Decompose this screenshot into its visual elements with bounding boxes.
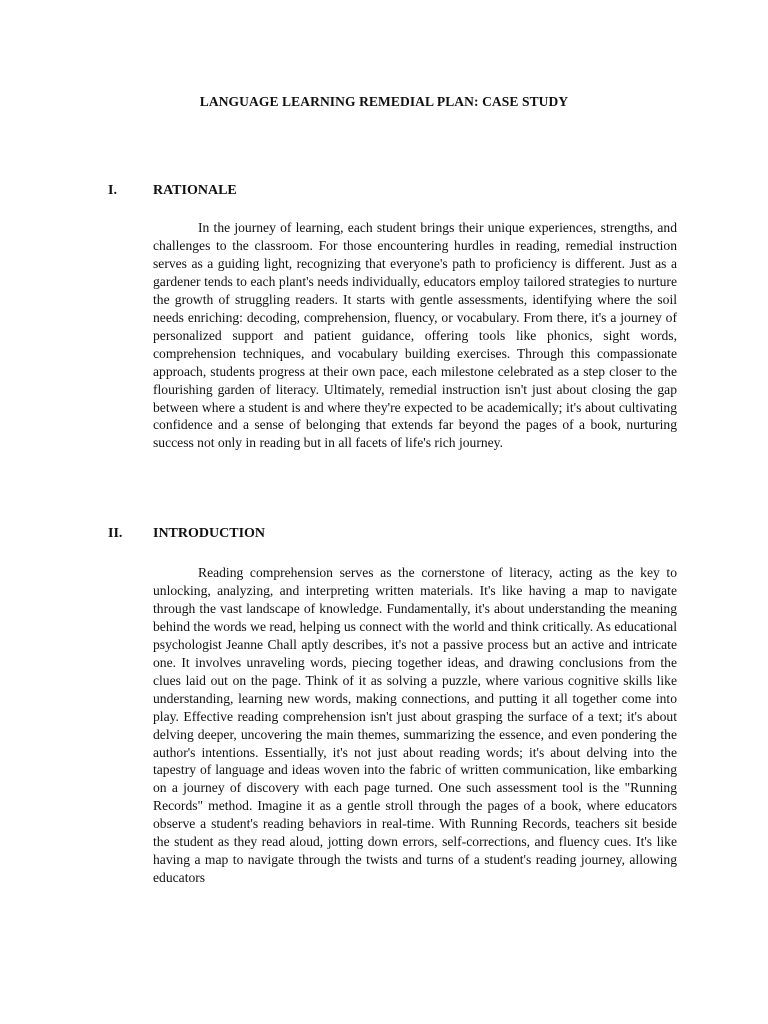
section-title: INTRODUCTION bbox=[153, 526, 266, 541]
introduction-paragraph: Reading comprehension serves as the cornerstone of literacy, acting as the key to unlocking, analyzing, and interpreting written materials. It's like having a map to navigate through the vast landscape of knowledge. Fundamentally, it's about understanding the meaning behind the words we read, helping us connect with the world and think critically. As educational psychologist Jeanne Chall aptly describes, it's not a passive process but an active and intricate one. It involves unraveling words, piecing together ideas, and drawing conclusions from the clues laid out on the page. Think of it as solving a puzzle, where various cognitive skills like understanding, learning new words, making connections, and putting it all together come into play. Effective reading comprehension isn't just about grasping the surface of a text; it's about delving deeper, uncovering the main themes, summarizing the essence, and even pondering the author's intentions. Essentially, it's not just about reading words; it's about delving into the tapestry of language and ideas woven into the fabric of written communication, like embarking on a journey of discovery with each page turned. One such assessment tool is the "Running Records" method. Imagine it as a gentle stroll through the pages of a book, where educators observe a student's reading behaviors in real-time. With Running Records, teachers sit beside the student as they read aloud, jotting down errors, self-corrections, and fluency cues. It's like having a map to navigate through the twists and turns of a student's reading journey, allowing educators bbox=[153, 565, 677, 886]
section-number: II. bbox=[108, 526, 123, 541]
section-title: RATIONALE bbox=[153, 183, 237, 198]
document-title: LANGUAGE LEARNING REMEDIAL PLAN: CASE STUDY bbox=[199, 94, 569, 109]
rationale-paragraph: In the journey of learning, each student brings their unique experiences, strengths, and challenges to the classroom. For those encountering hurdles in reading, remedial instruction serves as a guiding light, recognizing that everyone's path to proficiency is different. Just as a gardener tends to each plant's needs individually, educators employ tailored strategies to nurture the growth of struggling readers. It starts with gentle assessments, identifying where the soil needs enriching: decoding, comprehension, fluency, or vocabulary. From there, it's a journey of personalized support and patient guidance, offering tools like phonics, sight words, comprehension techniques, and vocabulary building exercises. Through this compassionate approach, students progress at their own pace, each milestone celebrated as a step closer to the flourishing garden of literacy. Ultimately, remedial instruction isn't just about closing the gap between where a student is and where they're expected to be academically; it's about cultivating confidence and a sense of belonging that extends far beyond the pages of a book, nurturing success not only in reading but in all facets of life's rich journey. bbox=[153, 220, 677, 451]
section-heading-rationale bbox=[108, 183, 668, 199]
section-number: I. bbox=[108, 183, 117, 198]
section-heading-introduction bbox=[108, 526, 668, 542]
